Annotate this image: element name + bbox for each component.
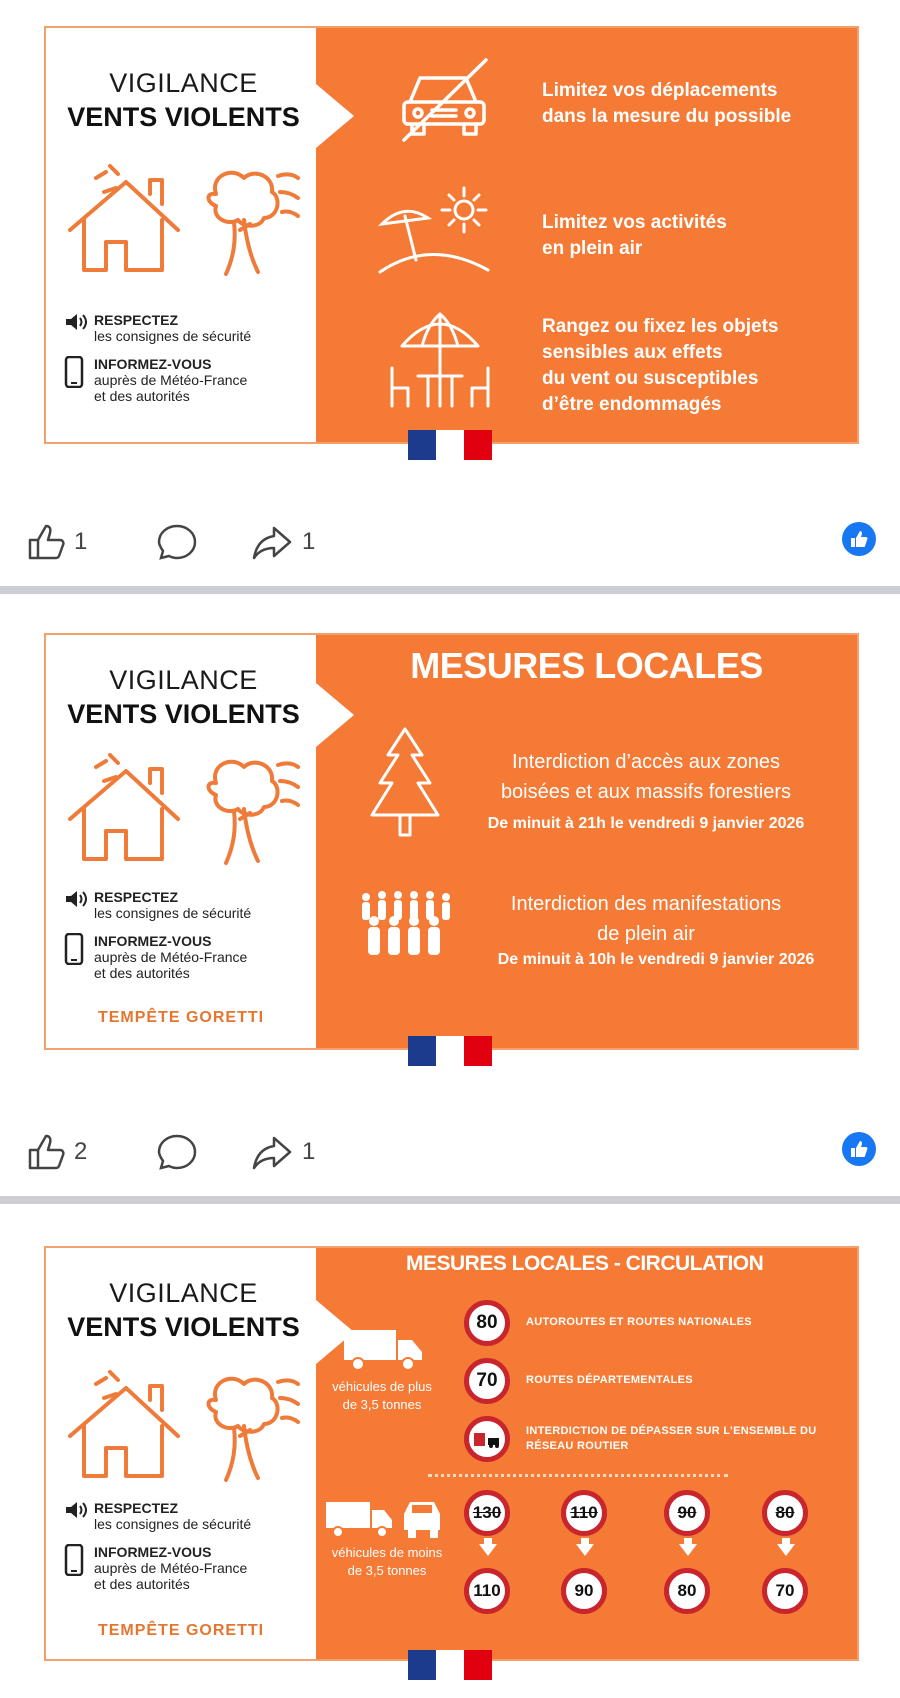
post-2-reaction-bar [0,1118,900,1178]
sun-beach-icon [378,180,494,280]
vents-violents-label: VENTS VIOLENTS [67,699,300,729]
aupres-text-1: auprès de Météo-France [94,949,248,965]
thumbs-up-icon [26,1132,66,1172]
advice-1 [542,78,791,130]
pine-tree-icon [368,725,442,839]
advice-2 [542,210,727,262]
route-label-3-line2: RÉSEAU ROUTIER [526,1440,629,1452]
heavy-line2: de 3,5 tonnes [342,1397,422,1412]
truck-icon [342,1328,424,1372]
aupres-text-1: auprès de Météo-France [94,372,248,388]
post-separator [0,1196,900,1204]
aupres-text-1: auprès de Météo-France [94,1560,248,1576]
measure-2-line2: de plein air [597,923,695,945]
advice-3-line2: sensibles aux effets [542,342,723,363]
like-button[interactable] [26,1132,87,1172]
panel-arrow [316,683,354,747]
advice-block [64,312,314,416]
advice-3-line3: du vent ou susceptibles [542,368,759,389]
crowd-icon [356,889,456,959]
down-arrow-icon [576,1544,594,1556]
measure-1-line1: Interdiction d’accès aux zones [512,751,780,773]
new-speed-sign: 70 [762,1568,808,1614]
french-republic-flag-logo [408,430,492,460]
comment-button[interactable] [155,522,199,562]
like-reaction-badge[interactable] [842,1132,876,1166]
right-panel [316,635,857,1048]
tempete-goretti-label: TEMPÊTE GORETTI [97,1622,265,1639]
route-label-1: AUTOROUTES ET ROUTES NATIONALES [526,1316,752,1328]
advice-block [64,1500,314,1604]
speaker-icon [64,312,88,332]
infographic-vigilance-1[interactable] [44,26,859,444]
new-speed-sign: 110 [464,1568,510,1614]
right-panel [316,28,857,442]
speed-sign-70: 70 [464,1358,510,1404]
post-1-reaction-bar [0,508,900,568]
left-panel [46,1248,316,1659]
advice-2-line2: en plein air [542,238,643,259]
smartphone-icon [64,933,84,965]
informez-label: INFORMEZ-VOUS [94,356,212,372]
respectez-label: RESPECTEZ [94,1500,179,1516]
french-republic-flag-logo [408,1650,492,1680]
old-speed-sign: 110 [561,1490,607,1536]
like-button[interactable] [26,522,87,562]
vigilance-label: VIGILANCE [109,68,258,98]
down-arrow-icon [777,1544,795,1556]
route-label-2: ROUTES DÉPARTEMENTALES [526,1374,693,1386]
infographic-mesures-locales[interactable] [44,633,859,1050]
post-separator [0,586,900,594]
comment-icon [155,1132,199,1172]
advice-2-line1: Limitez vos activités [542,212,727,233]
share-button[interactable] [250,1132,315,1172]
down-arrow-icon [679,1544,697,1556]
vents-violents-label: VENTS VIOLENTS [67,102,300,132]
vents-violents-label: VENTS VIOLENTS [67,1312,300,1342]
new-speed-sign: 80 [664,1568,710,1614]
share-count: 1 [302,528,316,555]
aupres-text-2: et des autorités [94,1576,190,1592]
advice-1-line1: Limitez vos déplacements [542,80,778,101]
french-republic-flag-logo [408,1036,492,1066]
share-count: 1 [302,1138,316,1165]
speaker-icon [64,1500,88,1520]
aupres-text-2: et des autorités [94,388,190,404]
vigilance-label: VIGILANCE [109,1278,258,1308]
advice-3-line4: d’être endommagés [542,394,722,415]
right-panel [316,1248,857,1659]
circulation-title: MESURES LOCALES - CIRCULATION [406,1252,764,1275]
mesures-locales-title: MESURES LOCALES [410,645,763,686]
measure-1 [466,747,826,807]
like-count: 2 [74,1138,88,1165]
route-label-3-line1: INTERDICTION DE DÉPASSER SUR L’ENSEMBLE DU [526,1425,817,1437]
light-vehicles-label [322,1544,452,1580]
tempete-goretti-label: TEMPÊTE GORETTI [97,1009,265,1026]
consignes-text: les consignes de sécurité [94,1516,252,1532]
consignes-text: les consignes de sécurité [94,328,252,344]
smartphone-icon [64,1544,84,1576]
house-tree-wind-icon [66,747,306,867]
measure-2-line1: Interdiction des manifestations [510,893,782,915]
share-button[interactable] [250,522,315,562]
share-icon [250,1132,294,1172]
down-arrow-icon [479,1544,497,1556]
no-overtaking-icon [473,1430,501,1448]
comment-icon [155,522,199,562]
new-speed-sign: 90 [561,1568,607,1614]
old-speed-sign: 80 [762,1490,808,1536]
respectez-label: RESPECTEZ [94,889,179,905]
infographic-mesures-circulation[interactable] [44,1246,859,1661]
car-crossed-icon [396,58,492,142]
heavy-line1: véhicules de plus [332,1379,432,1394]
left-panel [46,635,316,1048]
speed-sign-80: 80 [464,1300,510,1346]
route-label-3 [526,1424,816,1454]
aupres-text-2: et des autorités [94,965,190,981]
advice-3-line1: Rangez ou fixez les objets [542,316,779,337]
consignes-text: les consignes de sécurité [94,905,252,921]
speaker-icon [64,889,88,909]
light-line2: de 3,5 tonnes [347,1563,427,1578]
respectez-label: RESPECTEZ [94,312,179,328]
heavy-vehicles-label [322,1378,442,1414]
panel-arrow [316,84,354,148]
dotted-divider [428,1474,728,1477]
like-reaction-badge[interactable] [842,522,876,556]
share-icon [250,522,294,562]
informez-label: INFORMEZ-VOUS [94,933,212,949]
informez-label: INFORMEZ-VOUS [94,1544,212,1560]
advice-3 [542,314,779,418]
vigilance-label: VIGILANCE [109,665,258,695]
umbrella-table-icon [388,310,492,410]
smartphone-icon [64,356,84,388]
left-panel [46,28,316,442]
truck-car-icon [324,1496,448,1540]
no-overtaking-sign [464,1416,510,1462]
old-speed-sign: 130 [464,1490,510,1536]
like-count: 1 [74,528,88,555]
advice-block [64,889,314,993]
old-speed-sign: 90 [664,1490,710,1536]
thumbs-up-icon [850,530,868,548]
measure-1-date: De minuit à 21h le vendredi 9 janvier 2026 [487,815,805,832]
house-tree-wind-icon [66,158,306,278]
comment-button[interactable] [155,1132,199,1172]
advice-1-line2: dans la mesure du possible [542,106,792,127]
measure-2 [466,889,826,949]
measure-1-line2: boisées et aux massifs forestiers [500,781,792,803]
panel-arrow [316,1300,354,1364]
light-line1: véhicules de moins [331,1545,443,1560]
thumbs-up-icon [26,522,66,562]
house-tree-wind-icon [66,1364,306,1484]
measure-2-date: De minuit à 10h le vendredi 9 janvier 2026 [497,951,815,968]
thumbs-up-icon [850,1140,868,1158]
